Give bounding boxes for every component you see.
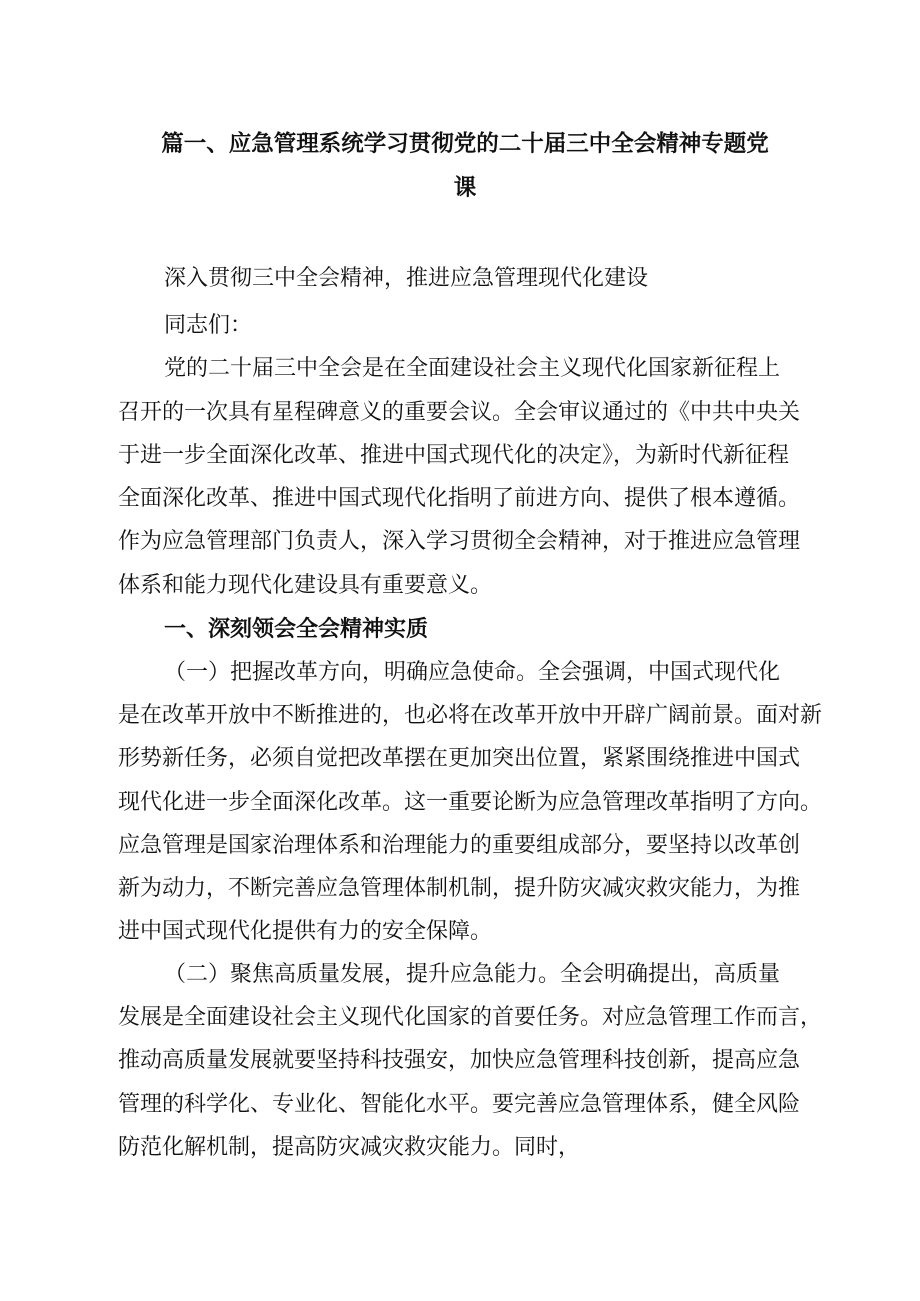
paragraph-line: 管理的科学化、专业化、智能化水平。要完善应急管理体系，健全风险 [118,1092,801,1117]
paragraph-line: 召开的一次具有星程碑意义的重要会议。全会审议通过的《中共中央关 [118,400,801,425]
salutation: 同志们： [164,313,253,338]
document-title-line-2: 课 [453,175,477,201]
paragraph-line: 应急管理是国家治理体系和治理能力的重要组成部分，要坚持以改革创 [118,833,801,858]
paragraph-line: 新为动力，不断完善应急管理体制机制，提升防灾减灾救灾能力，为推 [118,876,801,901]
paragraph-line: 发展是全面建设社会主义现代化国家的首要任务。对应急管理工作而言， [118,1005,823,1030]
paragraph-line: 进中国式现代化提供有力的安全保障。 [118,919,493,944]
paragraph-line: （二）聚焦高质量发展，提升应急能力。全会明确提出，高质量 [164,962,781,987]
subtitle: 深入贯彻三中全会精神，推进应急管理现代化建设 [164,266,649,291]
paragraph-line: 全面深化改革、推进中国式现代化指明了前进方向、提供了根本遵循。 [118,486,801,511]
document-title-line-1: 篇一、应急管理系统学习贯彻党的二十届三中全会精神专题党 [161,131,769,157]
paragraph-line: （一）把握改革方向，明确应急使命。全会强调，中国式现代化 [164,660,781,685]
paragraph-line: 现代化进一步全面深化改革。这一重要论断为应急管理改革指明了方向。 [118,790,823,815]
paragraph-line: 形势新任务，必须自觉把改革摆在更加突出位置，紧紧围绕推进中国式 [118,746,801,771]
paragraph-line: 防范化解机制，提高防灾减灾救灾能力。同时， [118,1135,581,1160]
paragraph-line: 党的二十届三中全会是在全面建设社会主义现代化国家新征程上 [164,356,781,381]
paragraph-line: 作为应急管理部门负责人，深入学习贯彻全会精神，对于推进应急管理 [118,529,801,554]
section-heading: 一、深刻领会全会精神实质 [164,616,429,642]
paragraph-line: 于进一步全面深化改革、推进中国式现代化的决定》，为新时代新征程 [118,443,790,468]
paragraph-line: 体系和能力现代化建设具有重要意义。 [118,573,493,598]
paragraph-line: 推动高质量发展就要坚持科技强安，加快应急管理科技创新，提高应急 [118,1048,801,1073]
paragraph-line: 是在改革开放中不断推进的，也必将在改革开放中开辟广阔前景。面对新 [118,703,823,728]
